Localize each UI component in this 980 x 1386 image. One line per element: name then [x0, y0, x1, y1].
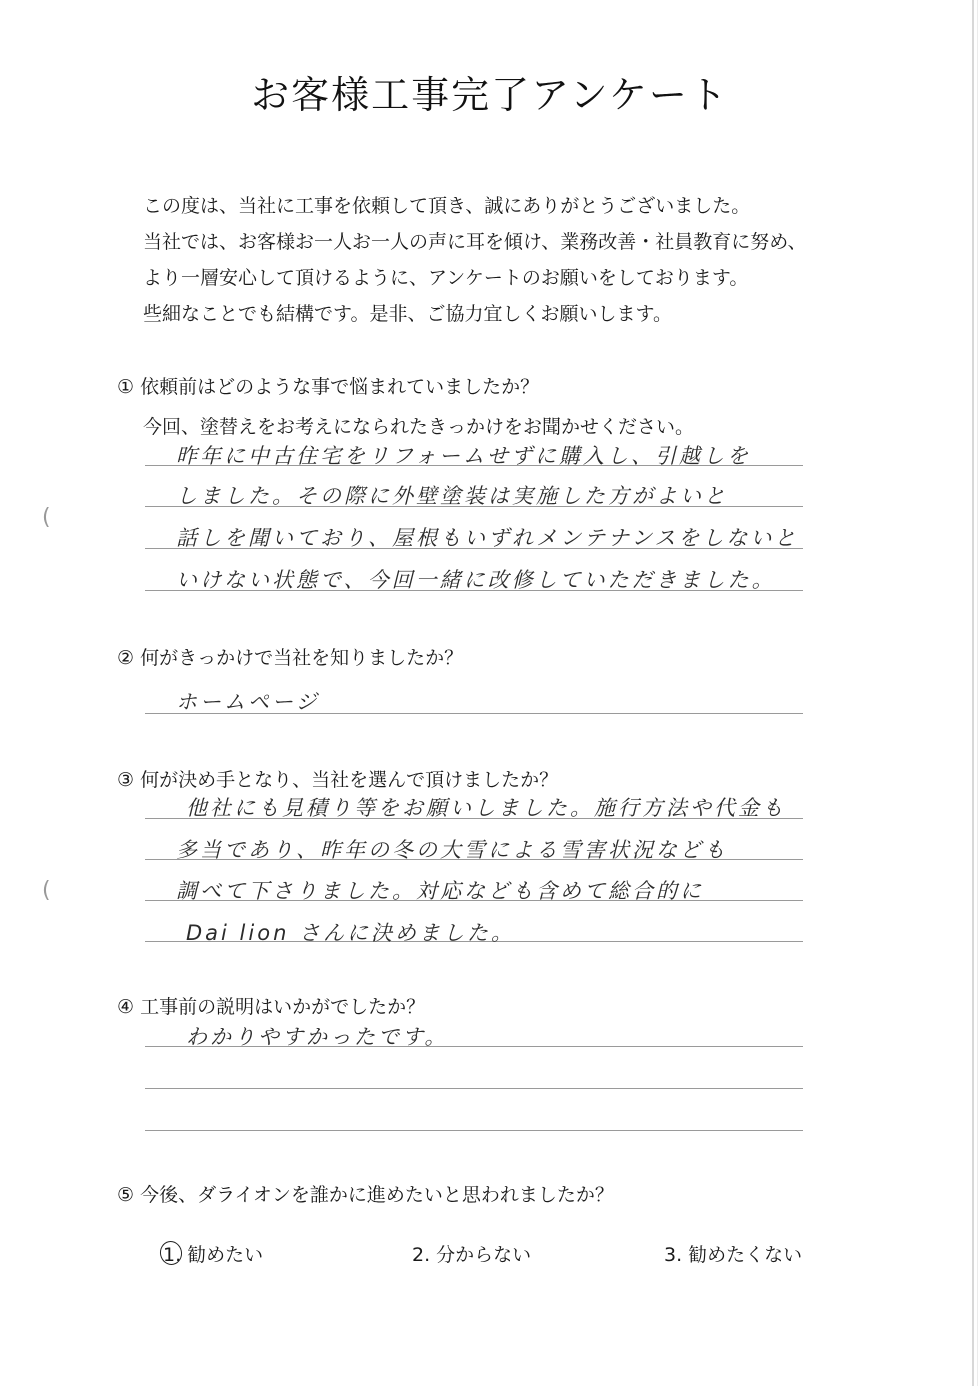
intro-line: 当社では、お客様お一人お一人の声に耳を傾け、業務改善・社員教育に努め、 [143, 231, 807, 253]
answer-3-line-2: 多当であり、昨年の冬の大雪による雪害状況なども [176, 838, 728, 862]
intro-line: この度は、当社に工事を依頼して頂き、誠にありがとうございました。 [143, 195, 751, 217]
answer-1-line-3: 話しを聞いており、屋根もいずれメンテナンスをしないと [176, 526, 799, 550]
answer-1-line-2: しました。その際に外壁塗装は実施した方がよいと [176, 484, 728, 508]
scan-edge-inner [977, 0, 978, 1386]
question-4: ④ 工事前の説明はいかがでしたか？ [117, 996, 426, 1018]
answer-1-line-4: いけない状態で、今回一緒に改修していただきました。 [176, 568, 776, 592]
scan-mark: ( [42, 878, 51, 903]
answer-4: わかりやすかったです。 [186, 1025, 449, 1049]
answer-2: ホームページ [176, 690, 320, 714]
question-5: ⑤ 今後、ダライオンを誰かに進めたいと思われましたか？ [117, 1184, 614, 1206]
intro-line: より一層安心して頂けるように、アンケートのお願いをしております。 [143, 267, 749, 289]
answer-3-line-3: 調べて下さりました。対応なども含めて総合的に [176, 879, 704, 903]
scan-mark: ( [42, 505, 51, 530]
question-2: ② 何がきっかけで当社を知りましたか？ [117, 647, 464, 669]
answer-1-line-1: 昨年に中古住宅をリフォームせずに購入し、引越しを [176, 444, 751, 468]
question-1: ① 依頼前はどのような事で悩まれていましたか？ [117, 376, 540, 398]
answer-line [145, 1130, 803, 1131]
intro-text [143, 188, 903, 332]
intro-line: 些細なことでも結構です。是非、ご協力宜しくお願いします。 [143, 303, 672, 325]
answer-line [145, 1088, 803, 1089]
answer-3-line-4: Dai lion さんに決めました。 [186, 921, 516, 945]
option-recommend[interactable]: 1. 勧めたい [163, 1244, 264, 1266]
question-3: ③ 何が決め手となり、当社を選んで頂けましたか？ [117, 769, 559, 791]
question-1-sub: 今回、塗替えをお考えになられたきっかけをお聞かせください。 [143, 416, 695, 438]
option-unsure[interactable]: 2. 分からない [412, 1244, 532, 1266]
page-title: お客様工事完了アンケート [251, 73, 729, 117]
answer-3-line-1: 他社にも見積り等をお願いしました。施行方法や代金も [186, 796, 786, 820]
scan-edge [972, 0, 974, 1386]
option-not-recommend[interactable]: 3. 勧めたくない [664, 1244, 803, 1266]
